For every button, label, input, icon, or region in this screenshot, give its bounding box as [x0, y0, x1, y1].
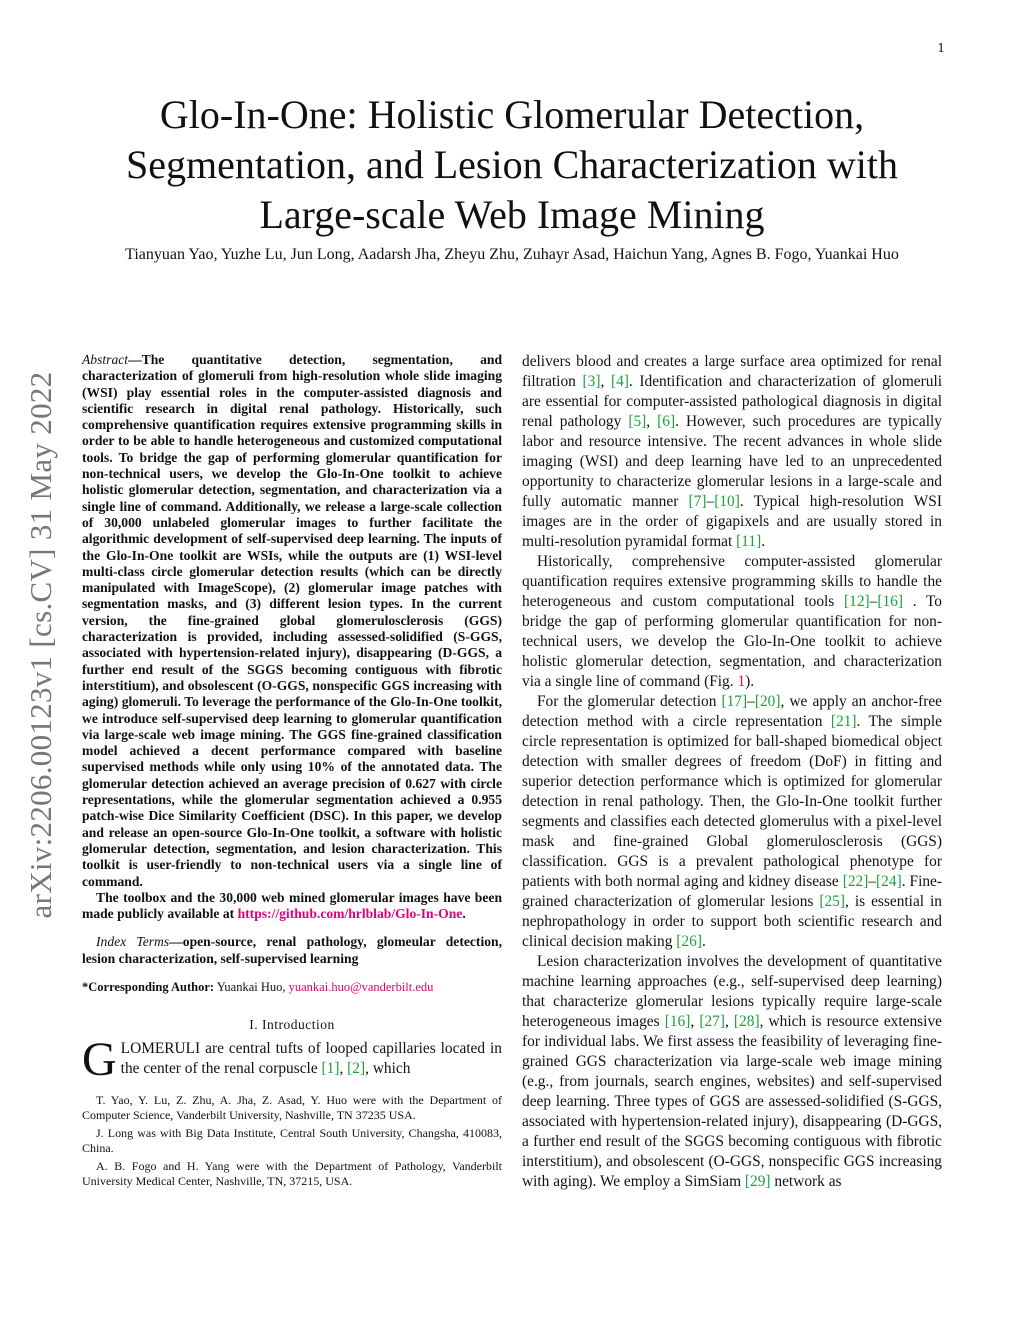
intro-paragraph	[82, 1032, 502, 1086]
availability-statement	[82, 890, 502, 923]
citation-link[interactable]: [12]	[844, 593, 870, 610]
index-terms	[82, 934, 502, 967]
body-text: , is essential in nephropathology in order to support both scientific research and clinical decision making	[522, 893, 943, 950]
index-terms-dash: —	[169, 934, 183, 950]
body-text: . The simple circle representation is optimized for ball-shaped biomedical object detection with smaller degrees of freedom (DoF) in fitting and superior detection performance which is optimized for glomerular detection in renal pathology. Then, the Glo-In-One toolkit further segments and classifies each detected glomerulus with a pixel-level mask and fine-grained Global glomerulosclerosis (GGS) classification. GGS is a prevalent pathological phenotype for patients with both normal aging and kidney disease	[522, 713, 942, 890]
body-text: . Fine-grained characterization of glomerular lesions	[522, 873, 943, 910]
citation-link[interactable]: [4]	[610, 373, 629, 390]
body-text: . Typical high-resolution WSI images are in the order of gigapixels and are usually stored in multi-resolution pyramidal format	[522, 493, 942, 550]
citation-separator: –	[747, 693, 755, 710]
citation-link[interactable]: [22]	[842, 873, 869, 890]
footnotes	[82, 1093, 502, 1190]
intro-text: LOMERULI are central tufts of looped capillaries located in the center of the renal corpuscle	[120, 1039, 502, 1077]
citation-link[interactable]: [7]	[688, 493, 707, 510]
body-text: Historically, comprehensive computer-assisted glomerular quantification requires extensive programming skills to handle the heterogeneous and custom computational tools	[522, 553, 942, 610]
arxiv-stamp-text: arXiv:2206.00123v1 [cs.CV] 31 May 2022	[23, 371, 58, 919]
arxiv-stamp	[16, 345, 66, 945]
corresponding-name: Yuankai Huo,	[214, 979, 289, 994]
citation-link[interactable]: [2]	[347, 1059, 366, 1077]
citation-link[interactable]: [1]	[321, 1059, 340, 1077]
body-text: For the glomerular detection	[537, 693, 722, 710]
body-paragraph-4	[522, 952, 942, 1192]
citation-separator: ,	[724, 1013, 734, 1030]
body-text: network as	[770, 1173, 842, 1190]
left-column	[82, 352, 502, 1192]
github-link[interactable]: https://github.com/hrlblab/Glo-In-One	[237, 906, 463, 922]
citation-link[interactable]: [27]	[699, 1013, 725, 1030]
corresponding-email-link[interactable]: yuankai.huo@vanderbilt.edu	[288, 979, 434, 994]
abstract-body: The quantitative detection, segmentation, and characterization of glomeruli from high-resolution whole slide imaging (WSI) play essential roles in the computer-assisted diagnosis and scientific research in digital renal pathology. Historically, such comprehensive quantification requires extensive programming skills in order to be able to handle heterogeneous and customized computational tools. To bridge the gap of performing glomerular quantification for non-technical users, we develop the Glo-In-One toolkit to achieve holistic glomerular detection, segmentation, and characterization via a single line of command. Additionally, we release a large-scale collection of 30,000 unlabeled glomerular images to further facilitate the algorithmic development of self-supervised deep learning. The inputs of the Glo-In-One toolkit are WSIs, while the outputs are (1) WSI-level multi-class circle glomerular detection results (which can be directly manipulated with ImageScope), (2) glomerular image patches with segmentation masks, and (3) different lesion types. In the current version, the fine-grained global glomerulosclerosis (GGS) characterization is provided, including assessed-solidified (S-GGS, associated with hypertension-related injury), disappearing (D-GGS, a further end result of the SGGS becoming contiguous with fibrotic interstitium), and obsolescent (O-GGS, nonspecific GGS increasing with aging) glomeruli. To leverage the performance of the Glo-In-One toolkit, we introduce self-supervised deep learning to glomerular quantification via large-scale web image mining. The GGS fine-grained classification model achieved a decent performance compared with baseline supervised methods while only using 10% of the annotated data. The glomerular detection achieved an average precision of 0.627 with circle representations, while the glomerular segmentation achieved a 0.955 patch-wise Dice Similarity Coefficient (DSC). In this paper, we develop and release an open-source Glo-In-One toolkit, a software with holistic glomerular detection, segmentation, and lesion characterization. This toolkit is user-friendly to non-technical users via a single line of command.	[82, 352, 502, 889]
body-paragraph-1	[522, 352, 942, 552]
citation-link[interactable]: [24]	[876, 873, 902, 890]
citation-link[interactable]: [25]	[819, 893, 846, 910]
body-text: delivers blood and creates a large surface area optimized for renal filtration	[522, 353, 942, 390]
corresponding-author	[82, 979, 502, 995]
citation-separator: –	[869, 593, 878, 610]
citation-link[interactable]: [11]	[736, 533, 762, 550]
citation-separator: –	[868, 873, 877, 890]
availability-end: .	[462, 906, 466, 922]
abstract	[82, 352, 502, 890]
citation-separator: ,	[646, 413, 658, 430]
citation-link[interactable]: [20]	[754, 693, 781, 710]
citation-link[interactable]: [3]	[582, 373, 601, 390]
index-terms-label: Index Terms	[96, 934, 170, 950]
citation-link[interactable]: [26]	[676, 933, 702, 950]
citation-separator: ,	[690, 1013, 700, 1030]
citation-separator: ,	[339, 1059, 348, 1077]
paper-title: Glo-In-One: Holistic Glomerular Detection, Segmentation, and Lesion Characterization with Large-scale Web Image Mining	[126, 92, 898, 237]
footnote: J. Long was with Big Data Institute, Central South University, Changsha, 410083, China.	[82, 1125, 502, 1156]
body-text: . However, such procedures are typically labor and resource intensive. The recent advances in whole slide imaging (WSI) and deep learning have led to an unprecedented opportunity to characterize glomerular lesions in a large-scale and fully automatic manner	[522, 413, 942, 510]
citation-link[interactable]: [16]	[877, 593, 904, 610]
citation-link[interactable]: [29]	[744, 1173, 771, 1190]
body-text: . Identification and characterization of glomeruli are essential for computer-assisted pathological diagnosis in digital renal pathology	[522, 373, 943, 430]
citation-link[interactable]: [21]	[830, 713, 857, 730]
body-text: .	[701, 933, 706, 950]
intro-text: , which	[365, 1059, 411, 1077]
body-text: , which is resource extensive for individual labs. We first assess the feasibility of leveraging fine-grained GGS characterization via large-scale web image mining (e.g., from journals, search engines, websites) and self-supervised deep learning. Three types of GGS are assessed-solidified (S-GGS, associated with hypertension-related injury), disappearing (D-GGS, a further end result of the SGGS becoming contiguous with fibrotic interstitium), and obsolescent (O-GGS, nonspecific GGS increasing with aging). We employ a SimSiam	[522, 1013, 942, 1190]
index-terms-body: open-source, renal pathology, glomeular detection, lesion characterization, self-supervised learning	[82, 934, 502, 966]
citation-link[interactable]: [28]	[733, 1013, 760, 1030]
body-text: Lesion characterization involves the development of quantitative machine learning approaches (e.g., self-supervised deep learning) that characterize glomerular lesions typically require large-scale heterogeneous images	[522, 953, 942, 1030]
body-text: . To bridge the gap of performing glomerular quantification for non-technical users, we develop the Glo-In-One toolkit to achieve holistic glomerular detection, segmentation, and characterization via a single line of command (Fig.	[522, 593, 942, 690]
abstract-label: Abstract	[82, 352, 129, 367]
body-paragraph-2	[522, 552, 942, 692]
section-heading-introduction: I. Introduction	[249, 1016, 335, 1032]
citation-link[interactable]: [10]	[714, 493, 740, 510]
author-list: Tianyuan Yao, Yuzhe Lu, Jun Long, Aadarsh Jha, Zheyu Zhu, Zuhayr Asad, Haichun Yang, Agnes B. Fogo, Yuankai Huo	[125, 246, 899, 263]
corresponding-label: *Corresponding Author:	[82, 979, 215, 994]
citation-separator: ,	[600, 373, 611, 390]
abstract-dash: —	[128, 352, 142, 367]
page-number: 1	[937, 41, 945, 55]
body-text: .	[761, 533, 766, 550]
citation-link[interactable]: [16]	[664, 1013, 691, 1030]
footnote: T. Yao, Y. Lu, Z. Zhu, A. Jha, Z. Asad, Y. Huo were with the Department of Computer Science, Vanderbilt University, Nashville, TN 37235 USA.	[82, 1092, 502, 1123]
right-column	[522, 352, 942, 1192]
citation-link[interactable]: [17]	[721, 693, 748, 710]
footnote: A. B. Fogo and H. Yang were with the Department of Pathology, Vanderbilt University Medical Center, Nashville, TN, 37215, USA.	[82, 1158, 502, 1189]
drop-cap: G	[82, 1032, 117, 1086]
body-text: ).	[745, 673, 755, 690]
availability-text: The toolbox and the 30,000 web mined glomerular images have been made publicly available at	[82, 889, 502, 922]
figure-link[interactable]: 1	[737, 673, 746, 690]
citation-separator: –	[706, 493, 715, 510]
citation-link[interactable]: [6]	[657, 413, 676, 430]
body-text: , we apply an anchor-free detection method with a circle representation	[522, 693, 942, 730]
body-paragraph-3	[522, 692, 942, 952]
citation-link[interactable]: [5]	[628, 413, 647, 430]
